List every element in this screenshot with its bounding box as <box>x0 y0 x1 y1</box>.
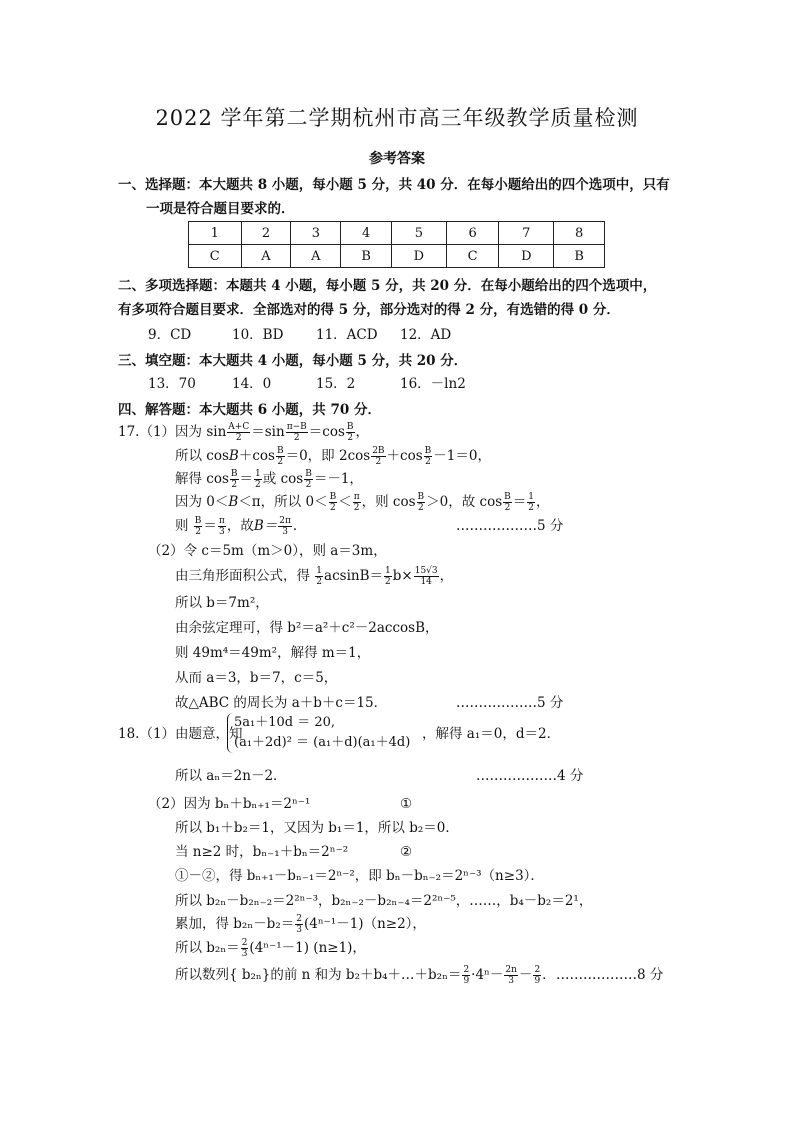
text: ， <box>536 494 550 510</box>
q18-line1-suffix: ，解得 a₁＝0，d＝2． <box>422 726 561 742</box>
numerator: 2 <box>534 965 541 975</box>
fraction <box>384 566 392 587</box>
text: 所以数列{ b₂ₙ}的前 n 和为 b₂＋b₄＋…＋b₂ₙ＝ <box>175 967 462 983</box>
text: ＋cos <box>238 448 275 464</box>
text: 累加，得 b₂ₙ－b₂＝ <box>175 916 295 932</box>
numerator: B <box>329 492 337 502</box>
q17-line2 <box>175 446 491 467</box>
numerator: π <box>218 516 225 526</box>
table-cell: 3 <box>291 222 341 245</box>
denominator: 2 <box>417 503 424 513</box>
text: 17.（1）因为 sin <box>118 424 227 440</box>
q18-part2-line5: 所以 b₂ₙ－b₂ₙ₋₂＝2²ⁿ⁻³，b₂ₙ₋₂－b₂ₙ₋₄＝2²ⁿ⁻⁵，……，b₄－b₂＝2¹， <box>175 893 593 909</box>
numerator: 1 <box>316 566 323 576</box>
numerator: B <box>504 492 511 502</box>
numerator: 1 <box>255 469 261 479</box>
numerator: B <box>424 446 432 456</box>
q17-part2-line2 <box>175 566 453 587</box>
fraction <box>227 422 250 443</box>
fraction <box>286 422 308 443</box>
table-cell: 6 <box>446 222 499 245</box>
variable: B <box>228 494 239 510</box>
section3-heading: 三、填空题：本大题共 4 小题，每小题 5 分，共 20 分． <box>118 353 468 369</box>
denominator: 2 <box>231 480 238 490</box>
equation-system <box>227 713 410 753</box>
section1-heading-cont: 一项是符合题目要求的． <box>146 201 295 217</box>
fraction <box>230 469 239 490</box>
variable: B＝ <box>253 518 278 534</box>
q17-part1-score: ………………5 分 <box>456 518 564 534</box>
numerator: B <box>230 469 238 479</box>
section1-heading: 一、选择题：本大题共 8 小题，每小题 5 分，共 40 分．在每小题给出的四个选项中，只有 <box>118 177 670 193</box>
answer-9: 9．CD <box>148 327 192 343</box>
text: 则 <box>175 518 189 534</box>
q17-part2-line6: 从而 a＝3，b＝7，c＝5， <box>175 670 338 686</box>
denominator: 9 <box>463 976 470 986</box>
answer-10: 10．BD <box>232 327 284 343</box>
q18-line1-prefix: 18.（1）由题意，知 <box>118 726 243 742</box>
denominator: 2 <box>375 457 382 467</box>
table-cell: D <box>499 245 554 268</box>
denominator: 3 <box>508 976 515 986</box>
fraction <box>304 469 313 490</box>
fraction <box>503 492 512 513</box>
table-cell: 7 <box>499 222 554 245</box>
table-cell: A <box>241 245 291 268</box>
fraction <box>346 422 355 443</box>
text: (4ⁿ⁻¹－1) (n≥1)， <box>249 940 366 956</box>
fraction <box>241 938 249 959</box>
table-cell: A <box>291 245 341 268</box>
answer-11: 11．ACD <box>316 327 378 343</box>
q17-line1 <box>118 422 369 443</box>
numerator: 2 <box>241 938 248 948</box>
table-row <box>189 245 605 268</box>
text: 或 cos <box>262 471 304 487</box>
answer-15: 15．2 <box>316 376 356 392</box>
table-cell: 5 <box>391 222 446 245</box>
q18-part2-line8 <box>175 965 556 986</box>
table-cell: 1 <box>189 222 242 245</box>
fraction <box>417 492 426 513</box>
numerator: 2n <box>505 965 517 975</box>
text: ＞0，故 cos <box>426 494 503 510</box>
table-cell: B <box>341 245 392 268</box>
table-cell: C <box>446 245 499 268</box>
text: ＜π，所以 0＜ <box>238 494 328 510</box>
text: ＝0，即 2cos <box>285 448 371 464</box>
denominator: 2 <box>504 503 511 513</box>
text: ，故 <box>226 518 254 534</box>
fraction <box>371 446 385 467</box>
text: ， <box>355 424 370 440</box>
section2-heading: 二、多项选择题：本题共 4 小题，每小题 5 分，共 20 分．在每小题给出的四个选项中， <box>118 278 657 294</box>
numerator: B <box>276 446 284 456</box>
q17-line4: 因为 0＜B＜π，所以 0＜ $\frac{B}{2}$ ＜ $\frac{\pi}{2}$ ，则 cos $\frac{B}{2}$ ＞0，故 cos $\frac{B}{2}$ ＝ $\frac{1}{2}$ ， <box>175 492 550 513</box>
denominator: 3 <box>282 527 288 537</box>
q18-part2-line4: ①－②，得 bₙ₊₁－bₙ₋₁＝2ⁿ⁻²，即 bₙ－bₙ₋₂＝2ⁿ⁻³（n≥3）． <box>175 868 544 884</box>
numerator: 1 <box>385 566 391 576</box>
section2-heading-cont: 有多项符合题目要求．全部选对的得 5 分，部分选对的得 2 分，有选错的得 0 分． <box>118 302 620 318</box>
q18-part2-score: ………………8 分 <box>556 967 664 983</box>
numerator: π <box>353 492 360 502</box>
text: ＝－1， <box>313 471 363 487</box>
numerator: 2B <box>372 446 385 456</box>
text: ＋cos <box>386 448 423 464</box>
q17-part2-score: ………………5 分 <box>456 695 564 711</box>
denominator: 2 <box>425 457 431 467</box>
fraction <box>218 516 226 537</box>
denominator: 2 <box>528 503 535 513</box>
q18-part2-line2: 所以 b₁＋b₂＝1，又因为 b₁＝1，所以 b₂＝0． <box>175 820 459 836</box>
denominator: 2 <box>385 577 391 587</box>
fraction <box>194 516 203 537</box>
denominator: 3 <box>241 949 248 959</box>
answer-14: 14．0 <box>232 376 272 392</box>
numerator: 2 <box>296 914 302 924</box>
text: ＝sin <box>251 424 285 440</box>
q17-part2-line3: 所以 b＝7m²， <box>175 595 269 611</box>
text: － <box>518 967 533 983</box>
denominator: 2 <box>255 480 261 490</box>
text: ＜ <box>338 494 352 510</box>
fraction <box>504 965 518 986</box>
q17-part2-line1: （2）令 c＝5m（m＞0），则 a＝3m， <box>148 543 387 559</box>
denominator: 2 <box>347 433 354 443</box>
numerator: B <box>194 516 202 526</box>
numerator: 15√3 <box>414 566 438 576</box>
fraction <box>533 965 541 986</box>
q17-line5: 则 $\frac{B}{2}$ ＝ $\frac{\pi}{3}$ ，故B＝ $\frac{2\pi}{3}$ ． <box>175 516 307 537</box>
numerator: π−B <box>286 422 307 432</box>
fraction <box>329 492 338 513</box>
numerator: B <box>346 422 354 432</box>
denominator: 3 <box>219 527 225 537</box>
page-subtitle: 参考答案 <box>369 151 425 167</box>
variable: B <box>228 448 239 464</box>
q18-part1-score: ………………4 分 <box>476 768 584 784</box>
text: ＝cos <box>308 424 345 440</box>
fraction <box>353 492 361 513</box>
q17-part2-line5: 则 49m⁴＝49m²，解得 m＝1， <box>175 645 371 661</box>
system-row: 5a₁＋10d ＝ 20, <box>234 715 336 730</box>
numerator: 2π <box>279 516 291 526</box>
q18-mark-1: ① <box>400 796 413 812</box>
fraction <box>315 566 323 587</box>
answer-12: 12．AD <box>400 327 452 343</box>
q17-part2-line7: 故△ABC 的周长为 a＋b＋c＝15． <box>175 695 388 711</box>
text: ，则 cos <box>361 494 416 510</box>
numerator: B <box>305 469 312 479</box>
fraction <box>424 446 433 467</box>
fraction <box>527 492 535 513</box>
table-cell: D <box>391 245 446 268</box>
q17-part2-line4: 由余弦定理可，得 b²＝a²＋c²－2accosB， <box>175 620 439 636</box>
fraction <box>278 516 292 537</box>
denominator: 2 <box>316 577 323 587</box>
q18-part2-line3: 当 n≥2 时，bₙ₋₁＋bₙ＝2ⁿ⁻² <box>175 844 349 860</box>
table-cell: C <box>189 245 242 268</box>
denominator: 2 <box>305 480 312 490</box>
page-title: 2022 学年第二学期杭州市高三年级教学质量检测 <box>155 106 639 130</box>
fraction <box>254 469 262 490</box>
q17-line3: 解得 cos $\frac{B}{2}$ ＝ $\frac{1}{2}$ 或 cos $\frac{B}{2}$ ＝－1， <box>175 469 363 490</box>
answer-16: 16．－ln2 <box>400 376 466 392</box>
fraction <box>462 965 470 986</box>
q18-part2-line6 <box>175 914 426 935</box>
system-row: (a₁＋2d)² ＝ (a₁＋d)(a₁＋4d) <box>234 735 411 750</box>
text: ·4ⁿ－ <box>471 967 504 983</box>
text: 所以 cos <box>175 448 229 464</box>
denominator: 2 <box>277 457 284 467</box>
table-cell: 8 <box>554 222 605 245</box>
denominator: 2 <box>235 433 242 443</box>
denominator: 14 <box>420 577 432 587</box>
text: (4ⁿ⁻¹－1)（n≥2）， <box>303 916 426 932</box>
text: －1＝0， <box>433 448 491 464</box>
answer-13: 13．70 <box>148 376 196 392</box>
text: b× <box>392 568 413 584</box>
text: 由三角形面积公式，得 <box>175 568 310 584</box>
text: ． <box>542 967 556 983</box>
choice-answer-table <box>188 221 605 268</box>
text: 解得 cos <box>175 471 229 487</box>
table-cell: 4 <box>341 222 392 245</box>
denominator: 2 <box>330 503 336 513</box>
text: 因为 0＜ <box>175 494 229 510</box>
denominator: 2 <box>195 527 201 537</box>
text: ， <box>439 568 454 584</box>
numerator: B <box>417 492 425 502</box>
fraction <box>276 446 285 467</box>
text: 所以 b₂ₙ＝ <box>175 940 240 956</box>
table-cell: B <box>554 245 605 268</box>
denominator: 3 <box>296 925 302 935</box>
numerator: 1 <box>528 492 535 502</box>
denominator: 2 <box>353 503 360 513</box>
denominator: 2 <box>293 433 300 443</box>
table-row <box>189 222 605 245</box>
section4-heading: 四、解答题：本大题共 6 小题，共 70 分． <box>118 402 381 418</box>
numerator: A+C <box>228 422 250 432</box>
q18-part2-line1: （2）因为 bₙ＋bₙ₊₁＝2ⁿ⁻¹ <box>148 796 311 812</box>
table-cell: 2 <box>241 222 291 245</box>
q18-line2: 所以 aₙ＝2n－2． <box>175 768 287 784</box>
text: acsinB＝ <box>324 568 384 584</box>
denominator: 9 <box>534 976 541 986</box>
numerator: 2 <box>463 965 470 975</box>
fraction <box>414 566 439 587</box>
q18-mark-2: ② <box>400 844 413 860</box>
q18-part2-line7 <box>175 938 366 959</box>
fraction <box>295 914 303 935</box>
